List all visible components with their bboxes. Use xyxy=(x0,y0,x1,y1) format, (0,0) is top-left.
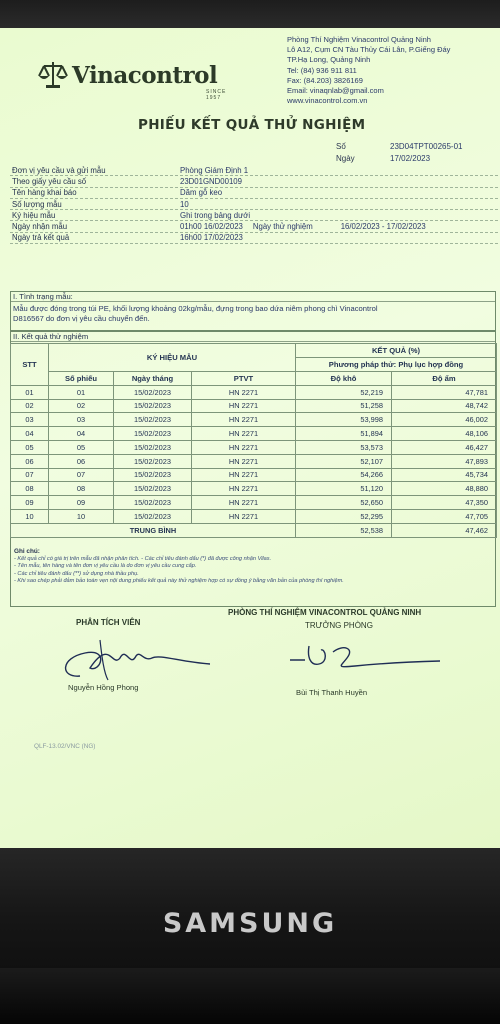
row-ptvt: HN 2271 xyxy=(192,385,296,399)
row-sophieu: 08 xyxy=(49,482,114,496)
method-text: Phương pháp thử: Phụ lục hợp đồng xyxy=(296,358,497,372)
info-value: Phòng Giám Định 1 xyxy=(180,165,249,175)
row-sophieu: 09 xyxy=(49,496,114,510)
info-row xyxy=(10,176,498,187)
col-doam: Độ ẩm xyxy=(392,372,497,386)
table-row xyxy=(11,468,497,482)
vinacontrol-logo xyxy=(36,58,227,101)
note-line: - Kết quả chỉ có giá trị trên mẫu đã nhận phân tích. - Các chỉ tiêu đánh dấu (*) đã được công nhận Vilas. xyxy=(14,555,272,562)
row-stt: 03 xyxy=(11,413,49,427)
col-stt: STT xyxy=(11,344,49,386)
row-ptvt: HN 2271 xyxy=(192,496,296,510)
row-doam: 48,880 xyxy=(392,482,497,496)
head-of-lab-signature xyxy=(285,636,445,676)
condition-line: Mẫu được đóng trong túi PE, khối lượng khoảng 02kg/mẫu, đựng trong bao dứa niêm phong chì Vinacontrol xyxy=(13,304,378,313)
row-stt: 07 xyxy=(11,468,49,482)
results-table xyxy=(10,343,497,538)
table-row xyxy=(11,413,497,427)
col-sample-group: KÝ HIỆU MẪU xyxy=(49,344,296,372)
row-sophieu: 01 xyxy=(49,385,114,399)
condition-line: D816567 do đơn vị yêu cầu chuyển đến. xyxy=(13,314,150,323)
lab-line: Lô A12, Cụm CN Tàu Thủy Cái Lân, P.Giếng Đáy xyxy=(287,45,451,55)
note-line: - Khi sao chép phải đảm bảo toàn vẹn nội dung phiếu kết quả này thử nghiệm hợp có sự đồng ý bằng văn bản của phòng thí nghiệm. xyxy=(14,578,344,585)
col-ptvt: PTVT xyxy=(192,372,296,386)
info-row-received xyxy=(10,221,498,232)
row-doam: 46,427 xyxy=(392,440,497,454)
row-date: 15/02/2023 xyxy=(114,509,192,523)
row-date: 15/02/2023 xyxy=(114,399,192,413)
lab-line: www.vinacontrol.com.vn xyxy=(287,96,368,106)
table-row xyxy=(11,440,497,454)
table-row xyxy=(11,496,497,510)
test-date-label: Ngày thử nghiệm xyxy=(252,222,313,232)
row-ptvt: HN 2271 xyxy=(192,454,296,468)
row-dokho: 52,219 xyxy=(296,385,392,399)
row-sophieu: 04 xyxy=(49,427,114,441)
row-stt: 02 xyxy=(11,399,49,413)
row-date: 15/02/2023 xyxy=(114,454,192,468)
row-sophieu: 05 xyxy=(49,440,114,454)
table-row xyxy=(11,385,497,399)
row-ptvt: HN 2271 xyxy=(192,399,296,413)
row-stt: 05 xyxy=(11,440,49,454)
notes-title: Ghi chú: xyxy=(14,548,40,555)
col-sophieu: Số phiếu xyxy=(49,372,114,386)
table-row xyxy=(11,399,497,413)
info-value: Ghi trong bảng dưới xyxy=(180,210,251,220)
request-info xyxy=(10,165,498,244)
document-meta xyxy=(336,140,463,164)
row-sophieu: 07 xyxy=(49,468,114,482)
head-of-lab-name: Bùi Thị Thanh Huyền xyxy=(296,688,368,697)
row-ptvt: HN 2271 xyxy=(192,427,296,441)
info-row xyxy=(10,210,498,221)
row-ptvt: HN 2271 xyxy=(192,440,296,454)
row-dokho: 52,650 xyxy=(296,496,392,510)
row-date: 15/02/2023 xyxy=(114,427,192,441)
lab-line: Phòng Thí Nghiệm Vinacontrol Quảng Ninh xyxy=(287,35,431,44)
row-doam: 47,350 xyxy=(392,496,497,510)
row-sophieu: 03 xyxy=(49,413,114,427)
document-date: 17/02/2023 xyxy=(390,153,431,163)
monitor-brand-logo: SAMSUNG xyxy=(162,908,338,939)
row-doam: 47,705 xyxy=(392,509,497,523)
number-label: Số xyxy=(336,141,346,151)
average-row xyxy=(11,523,497,537)
returned-label: Ngày trả kết quả xyxy=(12,233,70,243)
returned-value: 16h00 17/02/2023 xyxy=(180,233,243,243)
info-row xyxy=(10,188,498,199)
lab-line: Tel: (84) 936 911 811 xyxy=(287,65,357,75)
row-dokho: 51,120 xyxy=(296,482,392,496)
test-date-value: 16/02/2023 - 17/02/2023 xyxy=(340,222,426,232)
col-dokho: Độ khô xyxy=(296,372,392,386)
row-ptvt: HN 2271 xyxy=(192,482,296,496)
row-dokho: 53,573 xyxy=(296,440,392,454)
row-date: 15/02/2023 xyxy=(114,496,192,510)
info-value: 10 xyxy=(180,199,189,209)
row-dokho: 53,998 xyxy=(296,413,392,427)
row-stt: 08 xyxy=(11,482,49,496)
row-dokho: 54,266 xyxy=(296,468,392,482)
table-row xyxy=(11,427,497,441)
lab-line: TP.Hạ Long, Quảng Ninh xyxy=(287,55,371,65)
analyst-signature xyxy=(40,628,215,688)
results-rows xyxy=(11,385,497,523)
row-stt: 04 xyxy=(11,427,49,441)
row-stt: 10 xyxy=(11,509,49,523)
notes-block xyxy=(14,548,494,586)
monitor-top-bezel xyxy=(0,0,500,28)
condition-heading: I. Tình trạng mẫu: xyxy=(11,292,495,302)
row-doam: 47,893 xyxy=(392,454,497,468)
row-stt: 06 xyxy=(11,454,49,468)
scales-logo-icon xyxy=(36,58,70,92)
table-row xyxy=(11,482,497,496)
info-row xyxy=(10,199,498,210)
monitor-bezel xyxy=(0,848,500,1024)
row-date: 15/02/2023 xyxy=(114,482,192,496)
row-ptvt: HN 2271 xyxy=(192,413,296,427)
results-heading: II. Kết quả thử nghiệm xyxy=(11,332,495,342)
row-date: 15/02/2023 xyxy=(114,385,192,399)
row-date: 15/02/2023 xyxy=(114,440,192,454)
info-label: Theo giấy yêu cầu số xyxy=(12,176,87,186)
row-stt: 09 xyxy=(11,496,49,510)
logo-wordmark: Vinacontrol xyxy=(72,61,218,89)
document-number: 23D04TPT00265-01 xyxy=(390,141,463,151)
row-ptvt: HN 2271 xyxy=(192,509,296,523)
row-doam: 46,002 xyxy=(392,413,497,427)
col-result-group: KẾT QUẢ (%) xyxy=(296,344,497,358)
note-line: - Các chỉ tiêu đánh dấu (**) sử dụng nhà thầu phụ. xyxy=(14,570,139,577)
document-title: PHIẾU KẾT QUẢ THỬ NGHIỆM xyxy=(138,117,366,133)
row-ptvt: HN 2271 xyxy=(192,468,296,482)
average-label: TRUNG BÌNH xyxy=(11,523,296,537)
row-doam: 47,781 xyxy=(392,385,497,399)
date-label: Ngày xyxy=(336,153,355,163)
row-dokho: 52,107 xyxy=(296,454,392,468)
row-date: 15/02/2023 xyxy=(114,468,192,482)
info-value: Dăm gỗ keo xyxy=(180,188,223,198)
head-of-lab-title: TRƯỞNG PHÒNG xyxy=(305,621,373,630)
row-sophieu: 02 xyxy=(49,399,114,413)
lab-line: Fax: (84.203) 3826169 xyxy=(287,75,363,85)
analyst-title: PHÂN TÍCH VIÊN xyxy=(76,618,141,627)
info-row-returned xyxy=(10,233,498,244)
received-label: Ngày nhận mẫu xyxy=(12,222,68,232)
table-row xyxy=(11,454,497,468)
average-doam: 47,462 xyxy=(392,523,497,537)
row-sophieu: 10 xyxy=(49,509,114,523)
lab-line: Email: vinaqnlab@gmail.com xyxy=(287,86,384,96)
logo-since: SINCE 1957 xyxy=(206,89,227,101)
info-label: Ký hiệu mẫu xyxy=(12,210,56,220)
note-line: - Tên mẫu, tên hàng và tên đơn vị yêu cầu là do đơn vị yêu cầu cung cấp. xyxy=(14,563,197,570)
row-dokho: 51,894 xyxy=(296,427,392,441)
info-label: Tên hàng khai báo xyxy=(12,188,77,198)
average-dokho: 52,538 xyxy=(296,523,392,537)
row-doam: 45,734 xyxy=(392,468,497,482)
analyst-name: Nguyễn Hồng Phong xyxy=(68,683,139,692)
row-doam: 48,742 xyxy=(392,399,497,413)
row-sophieu: 06 xyxy=(49,454,114,468)
sample-condition-section xyxy=(10,291,496,331)
lab-contact-block xyxy=(287,35,450,106)
received-value: 01h00 16/02/2023 xyxy=(180,222,243,232)
row-dokho: 51,258 xyxy=(296,399,392,413)
info-value: 23D01GND00109 xyxy=(180,176,242,186)
info-label: Đơn vị yêu cầu và gửi mẫu xyxy=(12,165,106,175)
table-row xyxy=(11,509,497,523)
info-label: Số lượng mẫu xyxy=(12,199,62,209)
monitor-stand xyxy=(0,968,500,1024)
form-code: QLF-13.02/VNC (NG) xyxy=(34,743,96,750)
row-stt: 01 xyxy=(11,385,49,399)
lab-sign-title: PHÒNG THÍ NGHIỆM VINACONTROL QUẢNG NINH xyxy=(228,608,422,617)
col-ngaythang: Ngày tháng xyxy=(114,372,192,386)
info-row xyxy=(10,165,498,176)
condition-text xyxy=(11,302,495,326)
row-dokho: 52,295 xyxy=(296,509,392,523)
row-doam: 48,106 xyxy=(392,427,497,441)
row-date: 15/02/2023 xyxy=(114,413,192,427)
